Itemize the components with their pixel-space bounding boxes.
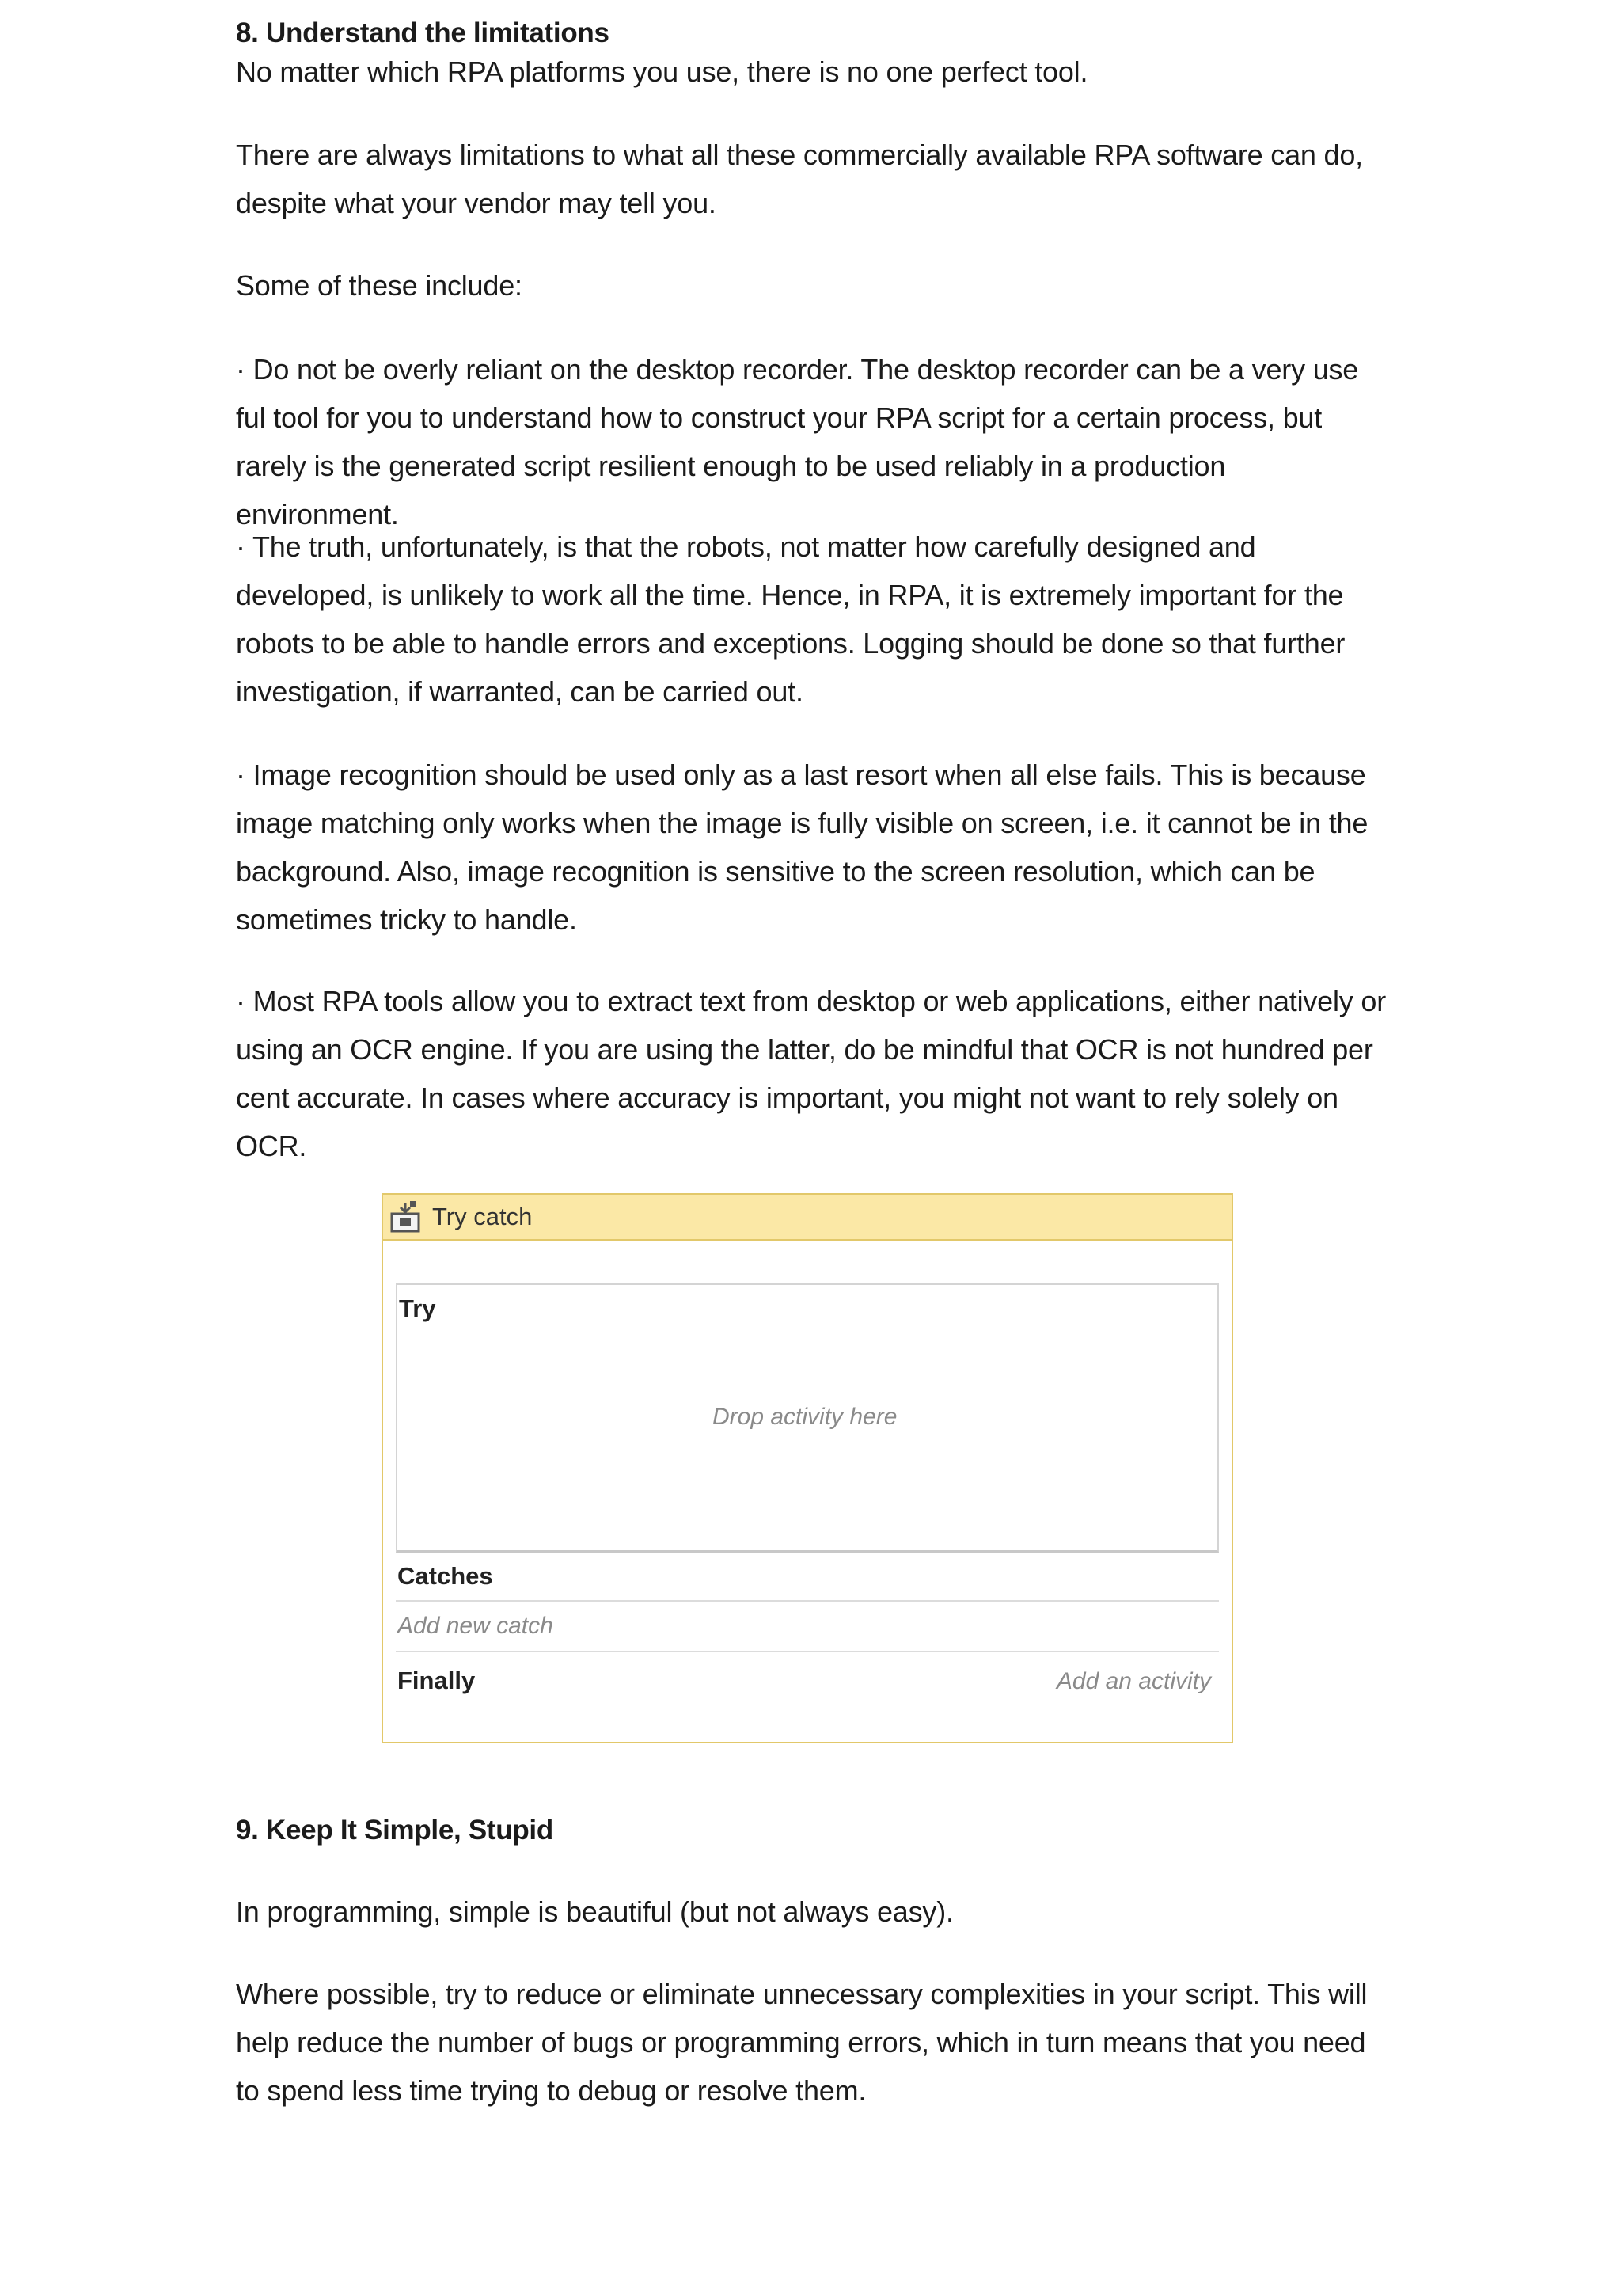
divider xyxy=(396,1651,1219,1652)
try-label: Try xyxy=(399,1294,436,1322)
try-catch-icon xyxy=(388,1199,423,1234)
divider xyxy=(396,1600,1219,1602)
catches-label: Catches xyxy=(397,1562,493,1590)
bullet-paragraph: · Most RPA tools allow you to extract text from desktop or web applications, either natively or using an OCR engine. If you are using the latter, do be mindful that OCR is not hundred per cent accurate. In cases where accuracy is important, you might not want to rely solely on OCR. xyxy=(236,985,1386,1162)
paragraph: In programming, simple is beautiful (but not always easy). xyxy=(236,1895,954,1928)
bullet-paragraph: · Do not be overly reliant on the desktop recorder. The desktop recorder can be a very use ful tool for you to understand how to construct your RPA script for a certain process, but rarely is the generated script resilient enough to be used reliably in a production environment. xyxy=(236,353,1359,530)
try-drop-zone[interactable] xyxy=(396,1283,1219,1553)
drop-activity-placeholder[interactable]: Drop activity here xyxy=(712,1404,898,1430)
paragraph: No matter which RPA platforms you use, there is no one perfect tool. xyxy=(236,55,1088,88)
add-activity-link[interactable]: Add an activity xyxy=(1056,1668,1211,1694)
bullet-paragraph: · The truth, unfortunately, is that the robots, not matter how carefully designed and developed, is unlikely to work all the time. Hence, in RPA, it is extremely important for the robots to be able to handle errors and exceptions. Logging should be done so that further investigation, if warranted, can be carried out. xyxy=(236,530,1346,708)
section-9-heading: 9. Keep It Simple, Stupid xyxy=(236,1815,553,1846)
paragraph: Where possible, try to reduce or eliminate unnecessary complexities in your script. This will help reduce the number of bugs or programming errors, which in turn means that you need to spend less time trying to debug or resolve them. xyxy=(236,1978,1368,2107)
finally-label: Finally xyxy=(397,1667,476,1694)
paragraph: Some of these include: xyxy=(236,269,522,302)
paragraph: There are always limitations to what all these commercially available RPA software can do, despite what your vendor may tell you. xyxy=(236,139,1363,219)
try-catch-activity[interactable] xyxy=(382,1193,1233,1743)
bullet-paragraph: · Image recognition should be used only as a last resort when all else fails. This is because image matching only works when the image is fully visible on screen, i.e. it cannot be in the background. Also, image recognition is sensitive to the screen resolution, which can be sometimes tricky to handle. xyxy=(236,758,1369,936)
section-8-heading: 8. Understand the limitations xyxy=(236,17,609,48)
try-catch-header[interactable] xyxy=(383,1195,1232,1241)
add-new-catch-link[interactable]: Add new catch xyxy=(397,1613,553,1639)
try-catch-title: Try catch xyxy=(432,1203,533,1230)
